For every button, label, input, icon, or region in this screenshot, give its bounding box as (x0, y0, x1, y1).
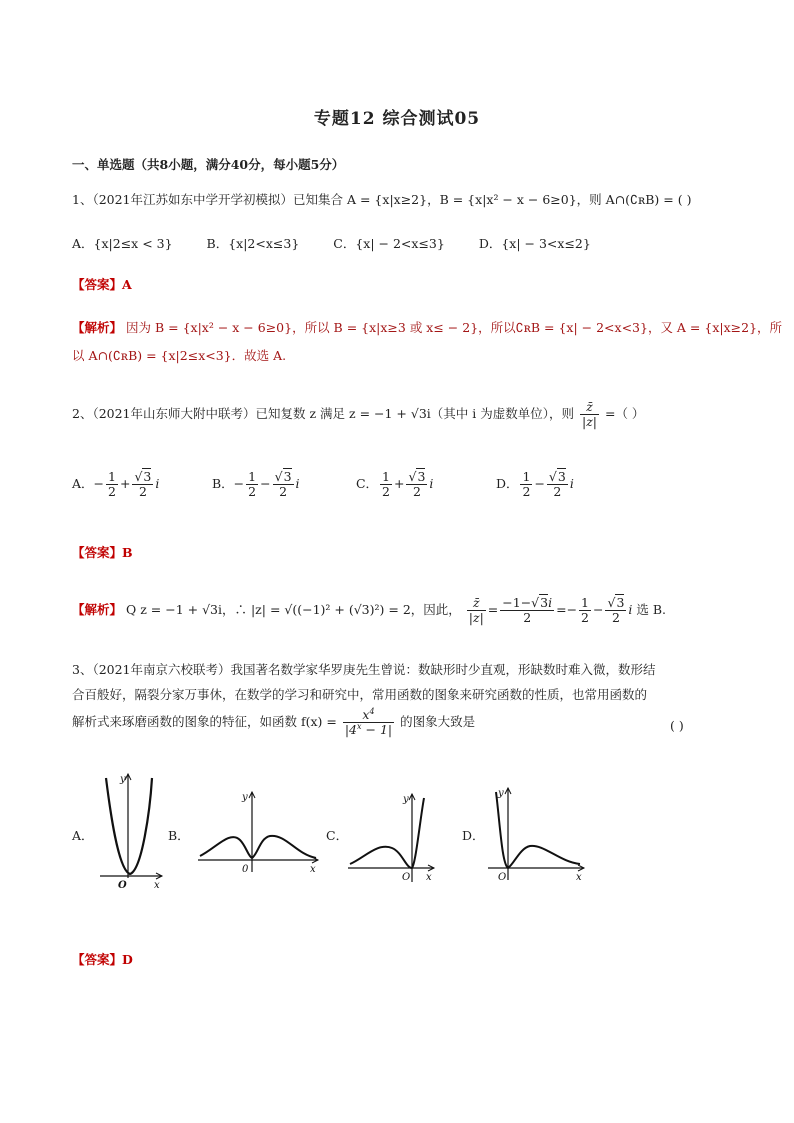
q1-answer (72, 275, 132, 293)
svg-text:y: y (403, 794, 409, 805)
answer-tag: 【答案】 (72, 277, 123, 292)
svg-text:y: y (120, 774, 126, 785)
q3-stem-line3 (72, 708, 475, 737)
q3-graph-b (196, 788, 321, 878)
q3-option-c-label: C． (326, 828, 349, 843)
q3-option-d-label: D． (462, 828, 485, 843)
q1-stem: 1、（2021年江苏如东中学开学初模拟）已知集合 A = {x|x≥2}，B = {x|x² − x − 6≥0}，则 A∩(∁ʀB) = ( ) (72, 192, 692, 207)
q3-function-fraction: $\frac{x^4}{|4^x - 1|}$ (344, 707, 393, 738)
q1-option-a: A．{x|2≤x < 3} (72, 236, 173, 251)
q2-stem-fraction: $\frac{z̄}{|z|}$ (581, 399, 597, 429)
q2-option-a: A．− $\frac{1}{2}$ + $\frac{√3}{2}$ i (72, 469, 160, 499)
svg-text:O: O (402, 872, 411, 883)
q1-analysis-line2: 以 A∩(∁ʀB) = {x|2≤x<3}．故选 A. (72, 348, 287, 363)
q1-option-b: B．{x|2<x≤3} (206, 236, 300, 251)
q2-stem-tail: =（ ） (604, 405, 645, 421)
svg-text:x: x (310, 864, 316, 875)
q3-answer: 【答案】D (72, 952, 133, 967)
q2-stem (72, 400, 644, 429)
q1-analysis-text1: 因为 B = {x|x² − x − 6≥0}，所以 B = {x|x≥3 或 x≤ − 2}，所以∁ʀB = {x| − 2<x<3}，又 A = {x|x≥2}，所 (126, 320, 783, 335)
q2-analysis-text: Q z = −1 + √3i，∴ |z| = √((−1)² + (√3)²) = 2，因此， (126, 601, 461, 617)
q3-answer-value: D (122, 952, 133, 967)
q3-stem-line2: 合百般好，隔裂分家万事休，在数学的学习和研究中，常用函数的图象来研究函数的性质，也常用函数的 (72, 687, 648, 702)
svg-text:0: 0 (242, 864, 249, 875)
q3-graph-d (486, 784, 586, 884)
q2-option-b: B．− $\frac{1}{2}$ − $\frac{√3}{2}$ i (211, 469, 300, 499)
q2-analysis-tail: 选 B. (636, 601, 667, 617)
q2-options (72, 470, 616, 499)
svg-text:x: x (426, 872, 432, 883)
q2-option-c: C． $\frac{1}{2}$ + $\frac{√3}{2}$ i (355, 469, 434, 499)
q1-option-d: D．{x| − 3<x≤2} (478, 236, 591, 251)
q1-answer-value: A (122, 277, 132, 292)
q3-graph-c (346, 790, 436, 885)
q3-answer-paren: ( ) (670, 718, 684, 733)
svg-text:y: y (242, 792, 248, 803)
q3-graph-a (92, 770, 167, 890)
q2-option-d: D． $\frac{1}{2}$ − $\frac{√3}{2}$ i (495, 469, 574, 499)
svg-text:O: O (118, 880, 127, 890)
q2-stem-text: 2、（2021年山东师大附中联考）已知复数 z 满足 z = −1 + √3i（其中 i 为虚数单位），则 (72, 405, 574, 421)
section-heading: 一、单选题（共8小题，满分40分，每小题5分） (72, 157, 345, 172)
q2-analysis: 【解析】 Q z = −1 + √3i，∴ |z| = √((−1)² + (√3)²) = 2，因此， $\frac{z̄}{|z|}$ = $\frac{-1-√3i}{2}$ =− $\frac{1}{2}$ − $\frac{√3}{2}$ i 选 B. (72, 595, 667, 625)
q3-option-a-label: A． (72, 828, 94, 843)
svg-text:x: x (576, 872, 582, 883)
q3-stem-text: 解析式来琢磨函数的图象的特征，如函数 f(x) = (72, 713, 337, 729)
q3-stem-tail: 的图象大致是 (400, 713, 476, 729)
q2-answer: 【答案】B (72, 545, 133, 560)
q1-options (72, 234, 621, 252)
q3-option-b-label: B． (168, 828, 190, 843)
analysis-tag: 【解析】 (72, 320, 123, 335)
page-title: 专题12 综合测试05 (313, 109, 481, 129)
svg-text:x: x (154, 880, 160, 890)
q1-analysis-line1 (72, 318, 782, 336)
svg-text:O: O (498, 872, 507, 883)
svg-text:y: y (498, 788, 504, 799)
q2-answer-value: B (122, 545, 133, 560)
q1-option-c: C．{x| − 2<x≤3} (333, 236, 445, 251)
q3-stem-line1: 3、（2021年南京六校联考）我国著名数学家华罗庚先生曾说：数缺形时少直观，形缺数时难入微，数形结 (72, 662, 656, 677)
